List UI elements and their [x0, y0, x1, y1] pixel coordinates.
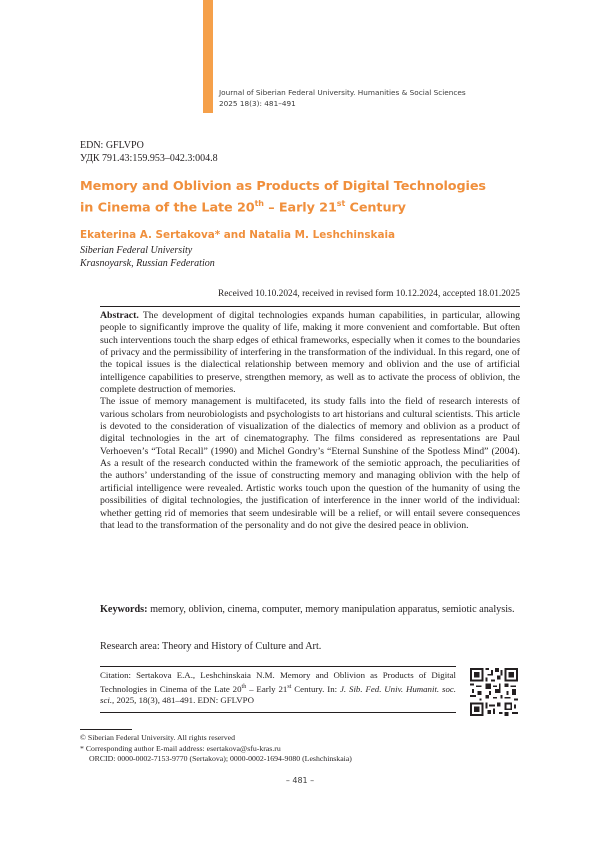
udk-code: УДК 791.43:159.953–042.3:004.8: [80, 153, 218, 164]
article-title: [80, 178, 520, 216]
citation-sup: st: [287, 683, 292, 690]
citation-bottom-rule: [100, 712, 456, 713]
abstract-paragraph-2: The issue of memory management is multifaceted, its study falls into the field of research interests of various scholars from neurobiologists and psychologists to art historians and cultural scientists. This article is devoted to the consideration of visualization of the dialectics of memory and oblivion as a product of digital technologies in the art of cinematography. The films considered as representations are Paul Verhoeven’s “Total Recall” (1990) and Michel Gondry’s “Eternal Sunshine of the Spotless Mind” (2004). As a result of the research conducted within the framework of the semiotic approach, the peculiarities of the authors’ understanding of the issue of constructing memory and managing oblivion with the help of artificial intelligence were revealed. Artistic works touch upon the question of the humanity of using the possibilities of digital technologies, the justification of interference in the inner world of the individual: whether getting rid of memories that seem undesirable will be a relief, or will entail severe consequences that lead to the transformation of the personality and do not give the desired peace in oblivion.: [100, 396, 520, 531]
citation-sup: th: [241, 683, 247, 690]
affiliation-city: Krasnoyarsk, Russian Federation: [80, 258, 215, 269]
journal-accent-bar: [203, 0, 213, 113]
citation: [100, 670, 456, 707]
citation-text: Citation: Sertakova E.A., Leshchinskaia N.M. Memory and Oblivion as Products of Digital Technologies in Cinema of the Late 20: [100, 670, 456, 694]
keywords-label: Keywords:: [100, 604, 148, 615]
title-sup: st: [336, 199, 346, 208]
abstract-text-1: The development of digital technologies expands human capabilities, in particular, allowing people to significantly improve the quality of life, making it more convenient and comfortable. But often such interventions touch the sharp edges of ethical frameworks, especially when it comes to the boundaries of privacy and the permissibility of interfering in the transformation of the individual. In this regard, one of the topical issues is the dialectical relationship between memory and oblivion and the use of artificial intelligence capabilities to preserve, strengthen memory, as well as to activate the process of oblivion, the complete destruction of memories.: [100, 310, 520, 396]
title-line-1: Memory and Oblivion as Products of Digital Technologies: [80, 179, 486, 194]
keywords: [100, 604, 520, 617]
research-area: Research area: Theory and History of Culture and Art.: [100, 641, 322, 652]
title-part: – Early 21: [263, 200, 337, 216]
affiliation: [80, 244, 215, 270]
title-line-2: [80, 195, 520, 216]
affiliation-university: Siberian Federal University: [80, 245, 193, 256]
title-part: Century: [345, 200, 406, 216]
citation-text: , 2025, 18(3), 481–491. EDN: GFLVPO: [112, 695, 254, 706]
title-sup: th: [254, 199, 264, 208]
abstract-paragraph-1: [100, 310, 520, 396]
received-dates: Received 10.10.2024, received in revised form 10.12.2024, accepted 18.01.2025: [218, 289, 520, 299]
footnotes: [80, 733, 352, 765]
abstract: [100, 310, 520, 532]
authors: Ekaterina A. Sertakova* and Natalia M. Leshchinskaia: [80, 229, 396, 241]
title-part: in Cinema of the Late 20: [80, 200, 255, 216]
qr-code-icon: [470, 668, 518, 716]
abstract-top-rule: [100, 306, 520, 307]
citation-journal: J. Sib. Fed. Univ. Humanit. soc. sci.: [100, 683, 457, 706]
abstract-label: Abstract.: [100, 310, 139, 321]
citation-text: – Early 21: [246, 683, 288, 694]
keywords-text: memory, oblivion, cinema, computer, memory manipulation apparatus, semiotic analysis.: [147, 604, 515, 615]
page-number: – 481 –: [285, 776, 315, 785]
journal-header: [219, 88, 466, 109]
journal-volume: 2025 18(3): 481–491: [219, 98, 296, 108]
edn-code: EDN: GFLVPO: [80, 140, 144, 151]
copyright-note: © Siberian Federal University. All rights reserved: [80, 733, 236, 742]
orcid-note: ORCID: 0000-0002-7153-9770 (Sertakova); 0000-0002-1694-9080 (Leshchinskaia): [89, 754, 352, 764]
journal-name: Journal of Siberian Federal University. Humanities & Social Sciences: [219, 88, 466, 97]
corresponding-author-note: * Corresponding author E-mail address: esertakova@sfu-kras.ru: [80, 743, 281, 753]
citation-top-rule: [100, 666, 456, 667]
footnote-rule: [80, 729, 132, 730]
citation-text: Century. In:: [291, 683, 340, 694]
identifiers: [80, 139, 218, 165]
